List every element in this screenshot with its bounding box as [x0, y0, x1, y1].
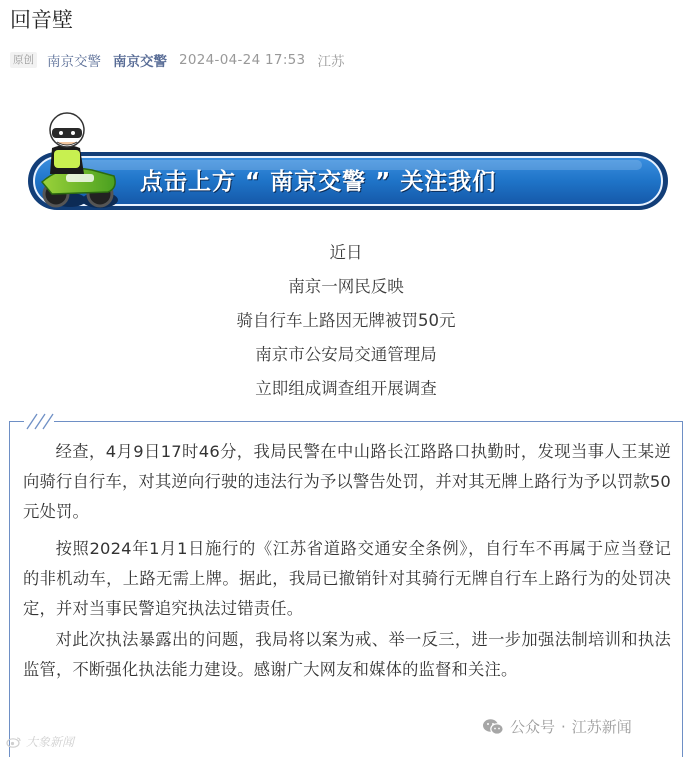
account-link[interactable]: 南京交警 — [113, 54, 167, 70]
watermark-brand: 公众号 — [510, 718, 556, 736]
source-watermark — [6, 733, 74, 750]
paragraph: 按照2024年1月1日施行的《江苏省道路交通安全条例》，自行车不再属于应当登记的非机动车，上路无需上牌。据此，我局已撤销针对其骑行无牌自行车上路行为的处罚决定，并对当事民警追究执法过错责任。 — [23, 539, 671, 618]
publish-time: 2024-04-24 17:53 — [179, 52, 306, 68]
article-meta — [10, 50, 344, 70]
source-name[interactable]: 南京交警 — [47, 54, 101, 70]
intro-block — [0, 236, 692, 406]
follow-banner[interactable] — [22, 104, 670, 214]
paragraph: 对此次执法暴露出的问题，我局将以案为戒、举一反三，进一步加强法制培训和执法监管，不断强化执法能力建设。感谢广大网友和媒体的监督和关注。 — [23, 630, 671, 679]
weibo-icon — [6, 736, 22, 748]
slash-deco-icon — [24, 410, 54, 432]
intro-line: 骑自行车上路因无牌被罚50元 — [236, 311, 456, 330]
banner-text: 点击上方 “ 南京交警 ” 关注我们 — [140, 169, 497, 195]
wechat-icon — [482, 718, 504, 736]
source-watermark-text: 大象新闻 — [26, 735, 75, 749]
intro-line: 南京一网民反映 — [288, 277, 404, 296]
publish-location: 江苏 — [317, 54, 345, 70]
article-title: 回音壁 — [10, 8, 73, 32]
wechat-watermark — [482, 716, 632, 737]
intro-line: 立即组成调查组开展调查 — [255, 379, 437, 398]
watermark-name: 江苏新闻 — [571, 718, 632, 736]
watermark-dot: · — [561, 717, 566, 736]
intro-line: 南京市公安局交通管理局 — [255, 345, 437, 364]
frame-corner-decoration — [24, 410, 54, 432]
original-badge: 原创 — [10, 52, 37, 68]
intro-line: 近日 — [329, 243, 363, 262]
paragraph: 经查，4月9日17时46分，我局民警在中山路长江路路口执勤时，发现当事人王某逆向骑行自行车，对其逆向行驶的违法行为予以警告处罚，并对其无牌上路行为予以罚款50元处罚。 — [23, 442, 671, 521]
